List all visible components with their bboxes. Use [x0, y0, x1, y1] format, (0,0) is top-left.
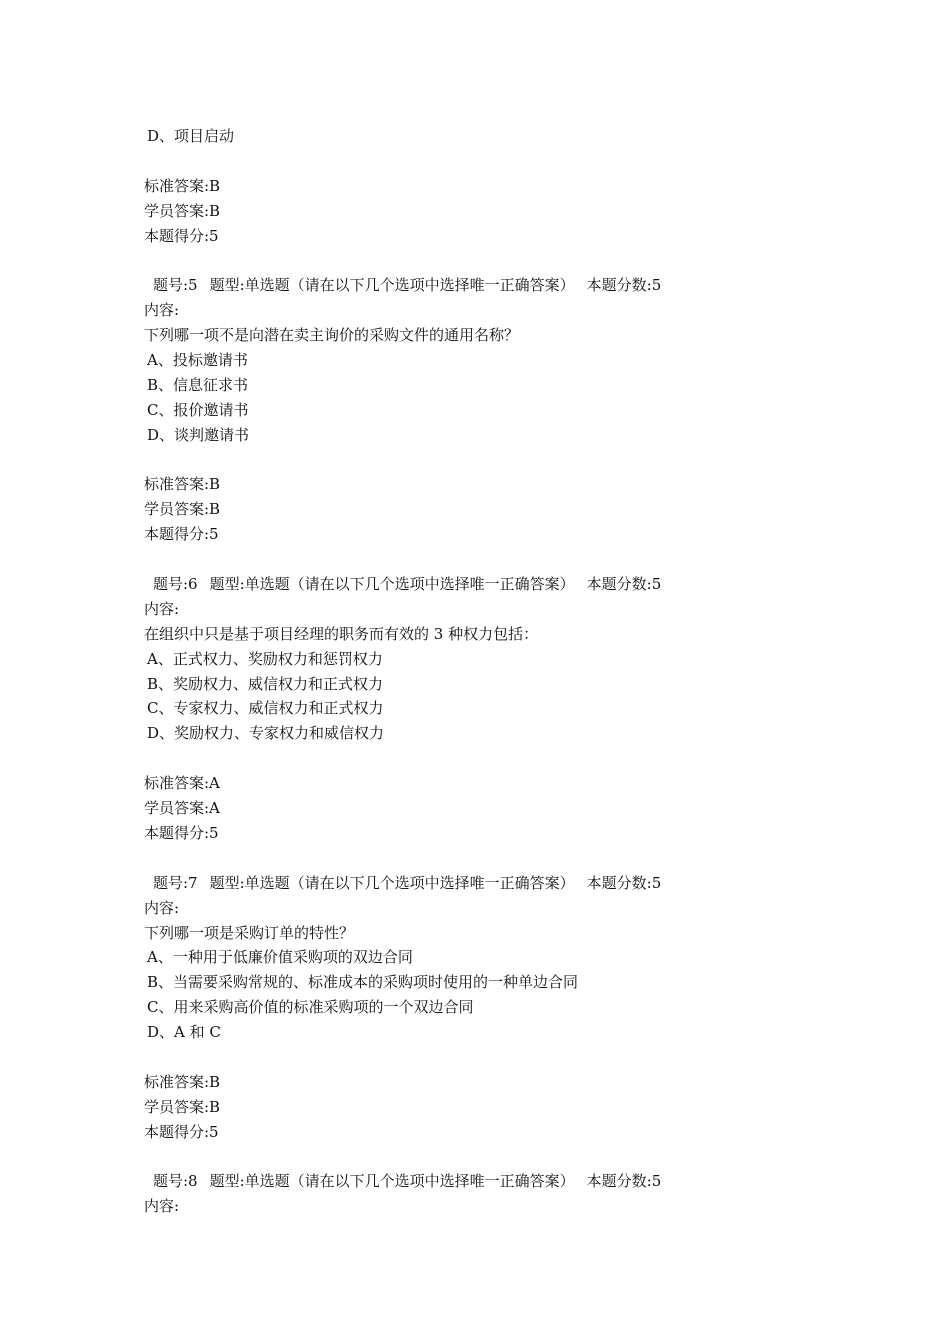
option-c-q7: C、用来采购高价值的标准采购项的一个双边合同	[147, 998, 474, 1017]
spacer	[144, 448, 824, 473]
question-header-q8	[144, 1169, 824, 1194]
option-d-q7: D、A 和 C	[147, 1023, 221, 1042]
question-type: 题型:单选题（请在以下几个选项中选择唯一正确答案）	[209, 1172, 575, 1191]
score-q6: 本题得分:5	[144, 823, 219, 842]
spacer	[144, 547, 824, 572]
content-label-q5: 内容:	[144, 301, 180, 320]
spacer	[144, 746, 824, 771]
standard-answer-q6: 标准答案:A	[144, 774, 220, 793]
score-q5: 本题得分:5	[144, 525, 219, 544]
option-b-q6: B、奖励权力、威信权力和正式权力	[147, 674, 384, 693]
question-points: 本题分数:5	[586, 575, 662, 594]
option-b-q5: B、信息征求书	[147, 375, 249, 394]
option-a-q5: A、投标邀请书	[147, 351, 248, 370]
question-number: 题号:6	[153, 575, 198, 594]
question-header-q5	[144, 273, 824, 298]
question-header-q7	[144, 871, 824, 896]
question-type: 题型:单选题（请在以下几个选项中选择唯一正确答案）	[209, 873, 575, 892]
question-number: 题号:7	[153, 873, 198, 892]
option-d-q6: D、奖励权力、专家权力和威信权力	[147, 724, 385, 743]
question-points: 本题分数:5	[586, 1172, 662, 1191]
question-header-q6	[144, 572, 824, 597]
score-q4: 本题得分:5	[144, 226, 219, 245]
spacer	[144, 149, 824, 174]
standard-answer-q7: 标准答案:B	[144, 1072, 221, 1091]
option-c-q6: C、专家权力、威信权力和正式权力	[147, 699, 384, 718]
spacer	[144, 248, 824, 273]
content-label-q6: 内容:	[144, 599, 180, 618]
spacer	[144, 1145, 824, 1170]
question-stem-q5: 下列哪一项不是向潜在卖主询价的采购文件的通用名称？	[144, 326, 520, 345]
spacer	[144, 1045, 824, 1070]
student-answer-q6: 学员答案:A	[144, 799, 220, 818]
question-points: 本题分数:5	[586, 873, 662, 892]
student-answer-q7: 学员答案:B	[144, 1097, 221, 1116]
question-points: 本题分数:5	[586, 276, 662, 295]
content-label-q7: 内容:	[144, 898, 180, 917]
option-d-q4: D、项目启动	[147, 127, 235, 145]
option-a-q7: A、一种用于低廉价值采购项的双边合同	[147, 948, 413, 967]
question-type: 题型:单选题（请在以下几个选项中选择唯一正确答案）	[209, 276, 575, 295]
option-c-q5: C、报价邀请书	[147, 400, 249, 419]
student-answer-q5: 学员答案:B	[144, 500, 221, 519]
option-b-q7: B、当需要采购常规的、标准成本的采购项时使用的一种单边合同	[147, 973, 579, 992]
standard-answer-q4: 标准答案:B	[144, 176, 221, 195]
option-a-q6: A、正式权力、奖励权力和惩罚权力	[147, 649, 383, 668]
content-label-q8: 内容:	[144, 1197, 180, 1216]
document-page	[144, 124, 824, 1219]
score-q7: 本题得分:5	[144, 1122, 219, 1141]
student-answer-q4: 学员答案:B	[144, 201, 221, 220]
option-d-q5: D、谈判邀请书	[147, 425, 250, 444]
question-number: 题号:8	[153, 1172, 198, 1191]
standard-answer-q5: 标准答案:B	[144, 475, 221, 494]
question-number: 题号:5	[153, 276, 198, 295]
spacer	[144, 846, 824, 871]
question-stem-q6: 在组织中只是基于项目经理的职务而有效的 3 种权力包括：	[144, 624, 539, 643]
question-stem-q7: 下列哪一项是采购订单的特性？	[144, 923, 355, 942]
question-type: 题型:单选题（请在以下几个选项中选择唯一正确答案）	[209, 575, 575, 594]
